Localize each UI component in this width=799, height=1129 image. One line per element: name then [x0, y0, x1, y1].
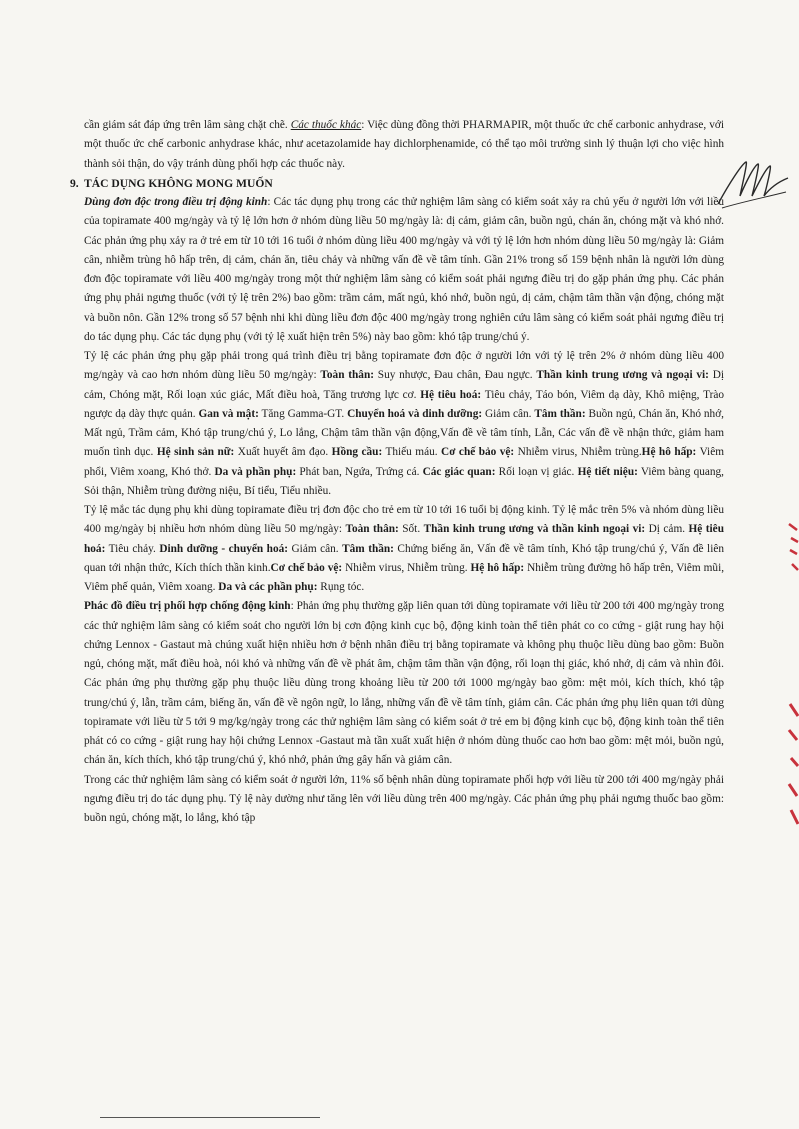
section-title: TÁC DỤNG KHÔNG MONG MUỐN: [84, 176, 273, 190]
adult-item-label: Chuyển hoá và dinh dưỡng:: [347, 407, 483, 420]
adult-item-text: Viêm phổi, Viêm xoang, Khó thở.: [84, 446, 724, 478]
child-item-label: Tâm thần:: [342, 542, 394, 555]
adult-adverse-paragraph: [84, 347, 724, 501]
adult-item-text: Giảm cân.: [482, 407, 535, 420]
adult-item-text: Xuất huyết âm đạo.: [234, 446, 332, 459]
adult-item-label: Hệ tiêu hoá:: [420, 388, 482, 401]
monotherapy-heading: Dùng đơn độc trong điều trị động kinh: [84, 196, 268, 208]
child-item-label: Hệ hô hấp:: [470, 561, 525, 574]
combination-heading: Phác đồ điều trị phối hợp chống động kinh: [84, 600, 291, 613]
adult-adverse-list: [84, 369, 724, 497]
section-9-heading: [70, 174, 724, 193]
child-item-label: Da và các phần phụ:: [218, 581, 318, 593]
adult-item-text: Buồn ngủ, Chán ăn, Khó nhớ, Mất ngủ, Trầm cảm, Khó tập trung/chú ý, Lo lắng, Chậm tâm thần vận động,Vấn đề về tâm tính, Lẫn, Các vấn đề về nhận thức, giảm ham muốn tình dục.: [84, 407, 724, 459]
child-item-label: Hệ tiêu hoá:: [84, 523, 724, 555]
child-adverse-paragraph: [84, 501, 724, 597]
child-item-text: Sốt.: [398, 523, 424, 536]
child-item-text: Giảm cân.: [288, 542, 343, 555]
handwritten-signature: [712, 152, 792, 212]
adult-item-text: Tiêu chảy, Táo bón, Viêm dạ dày, Khô miệng, Trào ngược dạ dày thực quản.: [84, 388, 725, 420]
adult-item-text: Tăng Gamma-GT.: [258, 407, 348, 420]
combination-adult-text: Trong các thử nghiệm lâm sàng có kiểm soát ở người lớn, 11% số bệnh nhân dùng topiramate phối hợp với liều từ 200 tới 400 mg/ngày phải ngưng điều trị do tác dụng phụ. Tỷ lệ này dường như tăng lên với liều dùng trên 400 mg/ngày. Các phản ứng phụ phải ngưng thuốc bao gồm: buồn ngủ, chóng mặt, lo lắng, khó tập: [84, 773, 724, 824]
adult-item-text: Nhiễm virus, Nhiễm trùng.: [514, 446, 642, 459]
child-item-text: Dị cảm.: [645, 523, 689, 536]
intro-text-b: : Việc dùng đồng thời PHARMAPIR, một thuốc ức chế carbonic anhydrase, với một thuốc ức chế carbonic anhydrase khác, như acetazolamide hay dichlorphenamide, có thể tạo môi trường sinh lý thuận lợi cho việc hình thành sỏi thận, do vậy tránh dùng phối hợp các thuốc này.: [84, 119, 724, 170]
adult-item-text: Dị cảm, Chóng mặt, Rối loạn xúc giác, Mất điều hoà, Tăng trương lực cơ.: [84, 369, 725, 401]
adult-item-label: Các giác quan:: [422, 465, 496, 478]
child-item-label: Cơ chế bảo vệ:: [270, 561, 343, 574]
monotherapy-paragraph: [84, 193, 724, 347]
adult-item-label: Toàn thân:: [320, 369, 375, 382]
adult-rate-intro: Tỷ lệ các phản ứng phụ gặp phải trong quá trình điều trị bằng topiramate đơn độc ở người lớn với tỷ lệ trên 2% ở nhóm dùng liều 400 mg/ngày và cao hơn nhóm dùng liều 50 mg/ngày:: [84, 350, 724, 382]
adult-item-label: Hệ sinh sản nữ:: [156, 446, 235, 459]
adult-item-label: Thần kinh trung ương và ngoại vi:: [536, 369, 709, 382]
intro-text-a: cần giám sát đáp ứng trên lâm sàng chặt chẽ.: [84, 119, 291, 131]
child-item-text: Chứng biếng ăn, Vấn đề về tâm tính, Khó tập trung/chú ý, Vấn đề liên quan tới nhận thức, Kích thích thần kinh.: [84, 542, 724, 574]
adult-item-text: Rối loạn vị giác.: [495, 465, 578, 478]
adult-item-text: Viêm bàng quang, Sỏi thận, Nhiễm trùng đường niệu, Bí tiểu, Tiểu nhiều.: [84, 465, 725, 497]
child-item-label: Thần kinh trung ương và thần kinh ngoại vi:: [423, 523, 646, 536]
combination-adult-paragraph: [84, 771, 724, 829]
monotherapy-text: : Các tác dụng phụ trong các thử nghiệm lâm sàng có kiểm soát xảy ra chủ yếu ở người lớn với liều của topiramate 400 mg/ngày và tỷ lệ lớn hơn ở nhóm dùng liều 50 mg/ngày là: dị cảm, giảm cân, buồn ngủ, chán ăn, chóng mặt và khó nhớ. Các phản ứng phụ xảy ra ở trẻ em từ 10 tới 16 tuổi ở nhóm dùng liều 400 mg/ngày và với tỷ lệ lớn hơn nhóm dùng liều 50 mg/ngày là: Giảm cân, nhiễm trùng hô hấp trên, dị cảm, chán ăn, tiêu chảy và những vấn đề về tâm tính. Gần 21% trong số 159 bệnh nhân là người lớn dùng đơn độc topiramate với liều 400 mg/ngày trong một thử nghiệm lâm sàng có kiểm soát phải ngưng điều trị do gặp phản ứng phụ. Các phản ứng phụ phải ngưng thuốc (với tỷ lệ trên 2%) bao gồm: trầm cảm, mất ngủ, khó nhớ, buồn ngủ, dị cảm, chậm tâm thần vận động, chóng mặt và buồn nôn. Gần 12% trong số 57 bệnh nhi khi dùng liều đơn độc 400 mg/ngày trong nghiên cứu lâm sàng có kiểm soát phải ngưng điều trị do tác dụng phụ. Các tác dụng phụ (với tỷ lệ xuất hiện trên 5%) này bao gồm: khó tập trung/chú ý.: [84, 196, 724, 343]
document-body: [70, 116, 725, 828]
red-stamp-fragment-lower: [787, 700, 799, 830]
child-item-text: Nhiễm virus, Nhiễm trùng.: [342, 561, 471, 574]
adult-item-text: Thiếu máu.: [382, 446, 442, 459]
child-item-text: Tiêu chảy.: [105, 542, 160, 555]
combination-text: : Phản ứng phụ thường gặp liên quan tới dùng topiramate với liều từ 200 tới 400 mg/ngày trong các thử nghiệm lâm sàng có kiểm soát cho người lớn bị cơn động kinh cục bộ, động kinh toàn thể tiên phát co co cứng - giật rung hay hội chứng Lennox - Gastaut mà chúng xuất hiện nhiều hơn ở bệnh nhân điều trị bằng topiramate và không phụ thuộc liều dùng bao gồm: Buồn ngủ, chóng mặt, mất điều hoà, nói khó và những vấn đề về phát âm, chậm tâm thần vận động, rối loạn thị giác, khó nhớ, dị cảm và nhìn đôi. Các phản ứng phụ thường gặp phụ thuộc liều dùng trong khoảng liều từ 200 tới 1000 mg/ngày bao gồm: mệt mỏi, kích thích, khó tập trung/chú ý, lẫn, trầm cảm, biếng ăn, vấn đề về ngôn ngữ, lo lắng, những vấn đề về tâm tính, giảm cân. Các phản ứng phụ liên quan tới dùng topiramate với liều từ 5 tới 9 mg/kg/ngày trong các thử nghiệm lâm sàng có kiểm soát ở trẻ em bị động kinh cục bộ, động kinh toàn thể tiên phát có co cứng - giật rung hay hội chứng Lennox -Gastaut mà tần xuất xuất hiện ở nhóm dùng thuốc cao hơn bao gồm: mệt mỏi, buồn ngủ, chán ăn, kích thích, khó tập trung/chú ý, khó nhớ, phản ứng gây hấn và giảm cân.: [84, 600, 724, 767]
section-number: 9.: [70, 176, 79, 190]
adult-item-label: Da và phần phụ:: [214, 465, 297, 478]
child-item-label: Toàn thân:: [345, 523, 399, 536]
child-rate-intro: Tỷ lệ mắc tác dụng phụ khi dùng topiramate điều trị đơn độc cho trẻ em từ 10 tới 16 tuổi bị động kinh. Tỷ lệ mắc trên 5% và nhóm dùng liều 400 mg/ngày bị nhiều hơn nhóm dùng liều 50 mg/ngày:: [84, 504, 724, 536]
adult-item-label: Gan và mật:: [198, 407, 259, 420]
adult-item-text: Suy nhược, Đau chân, Đau ngực.: [374, 369, 537, 382]
other-drugs-link-text: Các thuốc khác: [290, 119, 362, 131]
red-stamp-fragment: [787, 520, 799, 580]
intro-paragraph: [84, 116, 724, 174]
adult-item-label: Hồng cầu:: [331, 446, 383, 459]
child-item-label: Dinh dưỡng - chuyển hoá:: [159, 542, 289, 555]
adult-item-label: Hệ hô hấp:: [641, 446, 697, 459]
footer-rule: [100, 1117, 320, 1118]
adult-item-label: Cơ chế bảo vệ:: [441, 446, 515, 459]
combination-paragraph: [84, 597, 724, 770]
child-item-text: Rụng tóc.: [317, 581, 365, 593]
adult-item-label: Tâm thần:: [534, 407, 586, 420]
child-item-text: Nhiễm trùng đường hô hấp trên, Viêm mũi, Viêm phế quản, Viêm xoang.: [84, 561, 725, 593]
adult-item-text: Phát ban, Ngứa, Trứng cá.: [296, 465, 423, 478]
adult-item-label: Hệ tiết niệu:: [577, 465, 638, 478]
